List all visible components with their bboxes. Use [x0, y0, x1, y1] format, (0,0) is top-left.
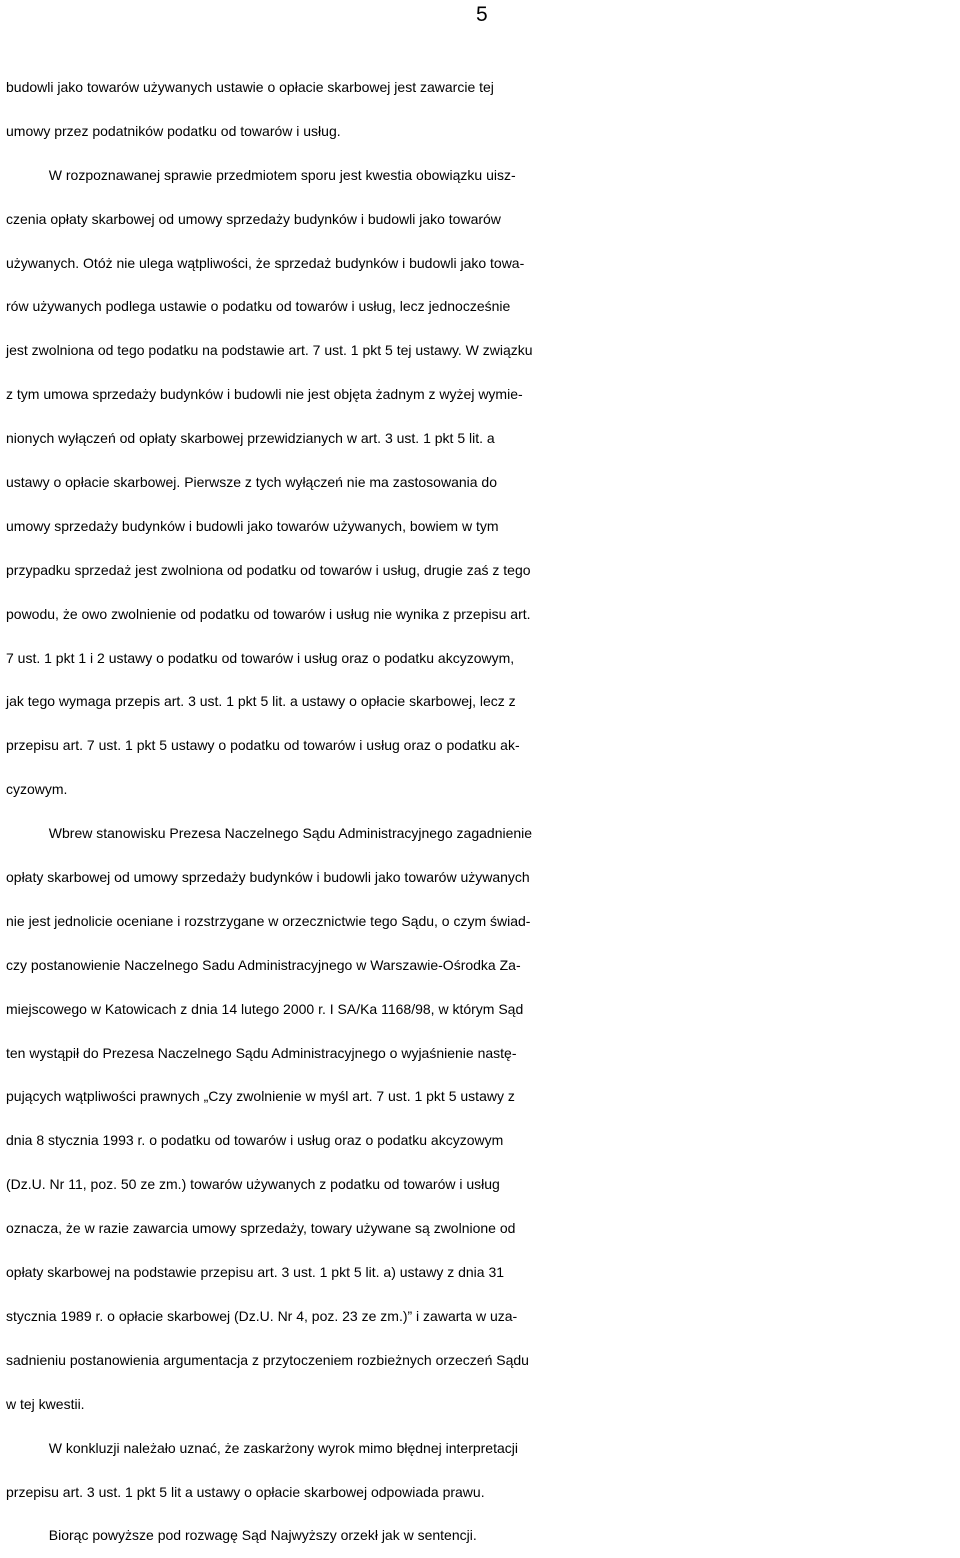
text-line: w tej kwestii. [6, 1395, 85, 1412]
text-line: Biorąc powyższe pod rozwagę Sąd Najwyższy orzekł jak w sentencji. [6, 1527, 477, 1544]
text-line: (Dz.U. Nr 11, poz. 50 ze zm.) towarów używanych z podatku od towarów i usług [6, 1176, 500, 1193]
text-line: stycznia 1989 r. o opłacie skarbowej (Dz.U. Nr 4, poz. 23 ze zm.)” i zawarta w uza- [6, 1307, 518, 1324]
text-line: używanych. Otóż nie ulega wątpliwości, że sprzedaż budynków i budowli jako towa- [6, 254, 525, 271]
text-line: umowy sprzedaży budynków i budowli jako towarów używanych, bowiem w tym [6, 517, 499, 534]
text-line: rów używanych podlega ustawie o podatku od towarów i usług, lecz jednocześnie [6, 298, 511, 315]
text-line: jest zwolniona od tego podatku na podstawie art. 7 ust. 1 pkt 5 tej ustawy. W związku [6, 342, 533, 359]
text-line: powodu, że owo zwolnienie od podatku od towarów i usług nie wynika z przepisu art. [6, 605, 531, 622]
text-line: Wbrew stanowisku Prezesa Naczelnego Sądu Administracyjnego zagadnienie [6, 825, 533, 842]
text-line: czenia opłaty skarbowej od umowy sprzedaży budynków i budowli jako towarów [6, 210, 501, 227]
text-line: nionych wyłączeń od opłaty skarbowej przewidzianych w art. 3 ust. 1 pkt 5 lit. a [6, 430, 495, 447]
text-line: ustawy o opłacie skarbowej. Pierwsze z tych wyłączeń nie ma zastosowania do [6, 474, 498, 491]
text-line: przepisu art. 3 ust. 1 pkt 5 lit a ustawy o opłacie skarbowej odpowiada prawu. [6, 1483, 485, 1500]
text-line: przypadku sprzedaż jest zwolniona od podatku od towarów i usług, drugie zaś z tego [6, 561, 531, 578]
page-number: 5 [476, 3, 488, 26]
text-line: czy postanowienie Naczelnego Sadu Administracyjnego w Warszawie-Ośrodka Za- [6, 956, 521, 973]
text-line: umowy przez podatników podatku od towarów i usług. [6, 122, 341, 139]
text-line: ten wystąpił do Prezesa Naczelnego Sądu Administracyjnego o wyjaśnienie nastę- [6, 1044, 517, 1061]
text-line: oznacza, że w razie zawarcia umowy sprzedaży, towary używane są zwolnione od [6, 1220, 516, 1237]
text-line: W konkluzji należało uznać, że zaskarżony wyrok mimo błędnej interpretacji [6, 1439, 518, 1456]
text-line: W rozpoznawanej sprawie przedmiotem sporu jest kwestia obowiązku uisz- [6, 166, 516, 183]
text-line: miejscowego w Katowicach z dnia 14 lutego 2000 r. I SA/Ka 1168/98, w którym Sąd [6, 1000, 524, 1017]
text-line: opłaty skarbowej od umowy sprzedaży budynków i budowli jako towarów używanych [6, 869, 530, 886]
text-line: jak tego wymaga przepis art. 3 ust. 1 pkt 5 lit. a ustawy o opłacie skarbowej, lecz z [6, 693, 516, 710]
text-line: 7 ust. 1 pkt 1 i 2 ustawy o podatku od towarów i usług oraz o podatku akcyzowym, [6, 649, 515, 666]
text-line: z tym umowa sprzedaży budynków i budowli nie jest objęta żadnym z wyżej wymie- [6, 386, 523, 403]
text-line: budowli jako towarów używanych ustawie o opłacie skarbowej jest zawarcie tej [6, 79, 494, 95]
text-line: cyzowym. [6, 781, 68, 798]
text-line: dnia 8 stycznia 1993 r. o podatku od towarów i usług oraz o podatku akcyzowym [6, 1132, 504, 1149]
text-line: pujących wątpliwości prawnych „Czy zwolnienie w myśl art. 7 ust. 1 pkt 5 ustawy z [6, 1088, 515, 1105]
document-body [6, 66, 960, 1558]
text-line: opłaty skarbowej na podstawie przepisu art. 3 ust. 1 pkt 5 lit. a) ustawy z dnia 31 [6, 1264, 505, 1281]
text-line: nie jest jednolicie oceniane i rozstrzygane w orzecznictwie tego Sądu, o czym świad- [6, 912, 531, 929]
text-line: sadnieniu postanowienia argumentacja z przytoczeniem rozbieżnych orzeczeń Sądu [6, 1351, 529, 1368]
text-line: przepisu art. 7 ust. 1 pkt 5 ustawy o podatku od towarów i usług oraz o podatku ak- [6, 737, 520, 754]
